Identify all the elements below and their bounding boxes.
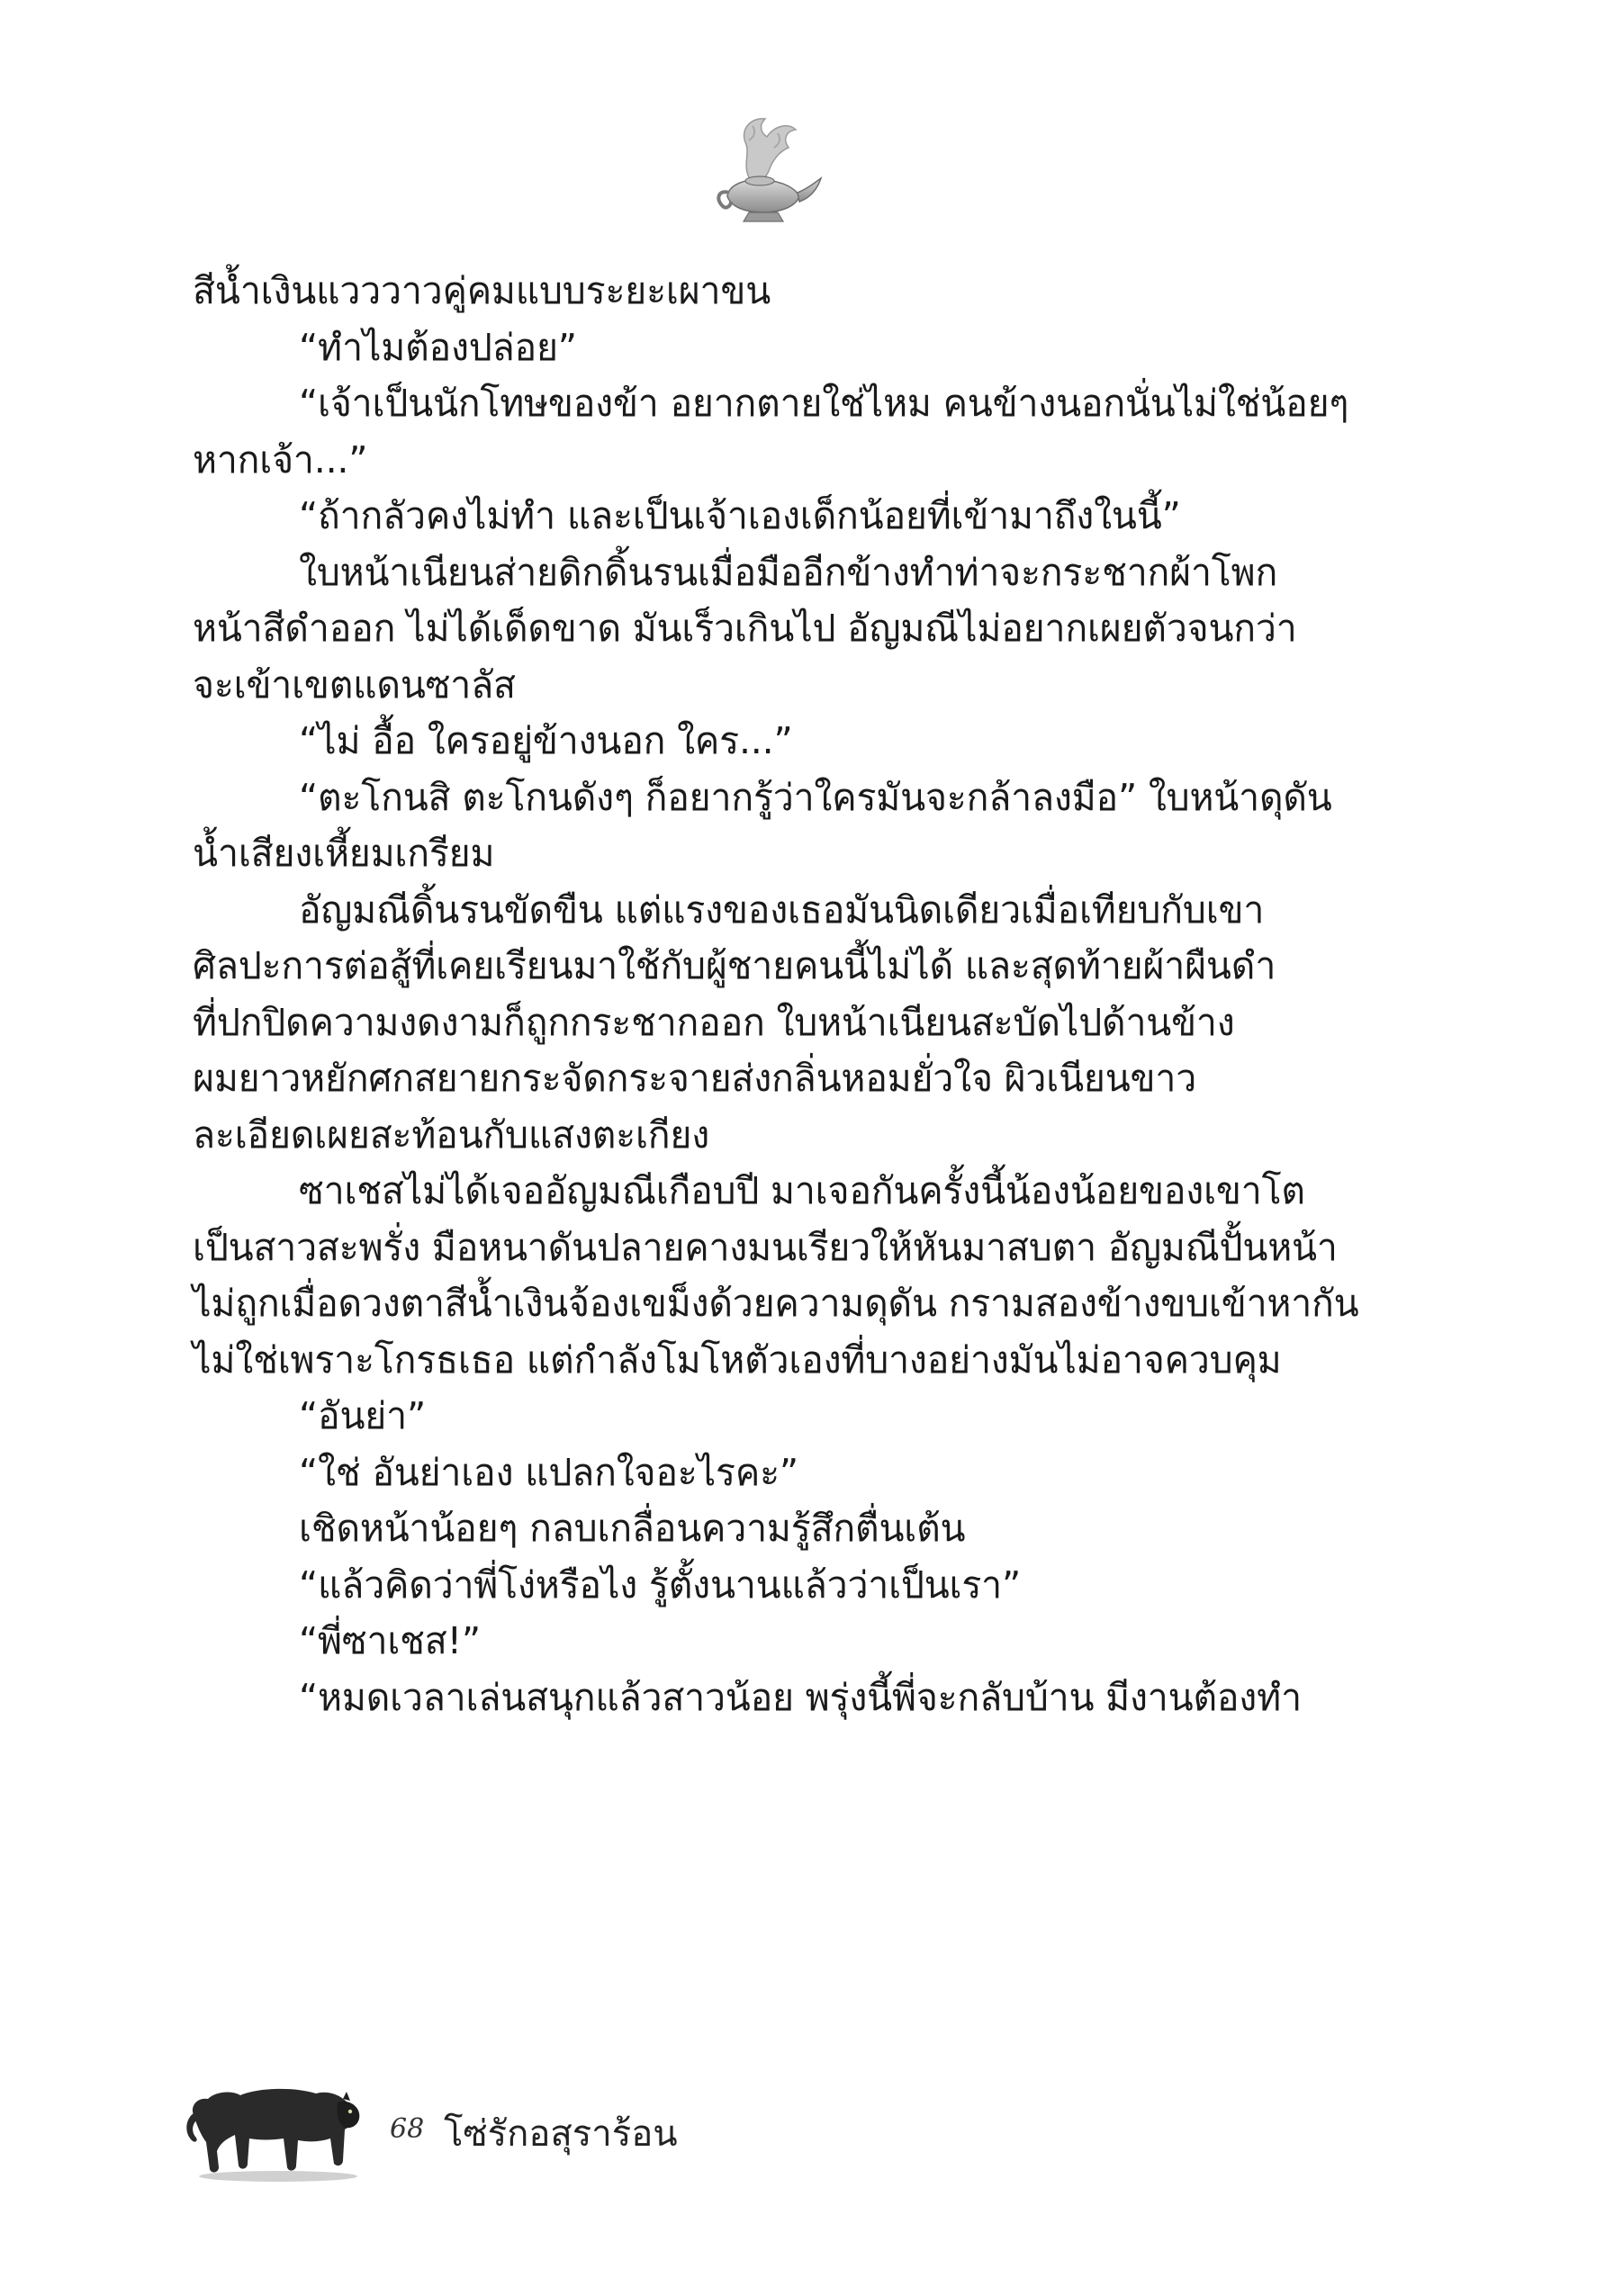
- text-line: หน้าสีดำออก ไม่ได้เด็ดขาด มันเร็วเกินไป อัญมณีไม่อยากเผยตัวจนกว่า: [193, 607, 1297, 650]
- text-line: “เจ้าเป็นนักโทษของข้า อยากตายใช่ไหม คนข้างนอกนั่นไม่ใช่น้อยๆ: [299, 382, 1349, 425]
- text-line: เชิดหน้าน้อยๆ กลบเกลื่อนความรู้สึกตื่นเต้น: [299, 1507, 966, 1550]
- text-line: ไม่ใช่เพราะโกรธเธอ แต่กำลังโมโหตัวเองที่บางอย่างมันไม่อาจควบคุม: [193, 1337, 1282, 1382]
- book-title: โซ่รักอสุราร้อน: [444, 2113, 678, 2155]
- page-footer: [185, 2052, 995, 2196]
- text-line: “ถ้ากลัวคงไม่ทำ และเป็นเจ้าเองเด็กน้อยที่เข้ามาถึงในนี้”: [299, 494, 1181, 537]
- text-line: ที่ปกปิดความงดงามก็ถูกกระชากออก ใบหน้าเนียนสะบัดไปด้านข้าง: [193, 1000, 1235, 1044]
- text-line: สีน้ำเงินแวววาวคู่คมแบบระยะเผาขน: [193, 269, 771, 312]
- text-line: “ตะโกนสิ ตะโกนดังๆ ก็อยากรู้ว่าใครมันจะกล้าลงมือ” ใบหน้าดุดัน: [299, 775, 1332, 819]
- text-line: “ไม่ อื้อ ใครอยู่ข้างนอก ใคร...”: [299, 719, 793, 762]
- text-line: น้ำเสียงเหี้ยมเกรียม: [193, 832, 495, 875]
- text-line: “แล้วคิดว่าพี่โง่หรือไง รู้ตั้งนานแล้วว่าเป็นเรา”: [299, 1562, 1022, 1607]
- body-text: [193, 263, 1359, 1725]
- text-line: ใบหน้าเนียนส่ายดิกดิ้นรนเมื่อมืออีกข้างทำท่าจะกระชากผ้าโพก: [299, 550, 1278, 594]
- panther-icon: [185, 2052, 365, 2187]
- genie-lamp-icon: [702, 106, 828, 232]
- page-number: 68: [390, 2113, 425, 2145]
- text-line: ศิลปะการต่อสู้ที่เคยเรียนมาใช้กับผู้ชายคนนี้ไม่ได้ และสุดท้ายผ้าผืนดำ: [193, 944, 1276, 987]
- text-line: ซาเชสไม่ได้เจออัญมณีเกือบปี มาเจอกันครั้งนี้น้องน้อยของเขาโต: [299, 1169, 1305, 1212]
- text-line: ละเอียดเผยสะท้อนกับแสงตะเกียง: [193, 1112, 710, 1157]
- text-line: อัญมณีดิ้นรนขัดขืน แต่แรงของเธอมันนิดเดียวเมื่อเทียบกับเขา: [299, 887, 1265, 932]
- text-line: “อันย่า”: [299, 1394, 426, 1437]
- text-line: จะเข้าเขตแดนซาลัส: [193, 662, 516, 707]
- text-line: “ใช่ อันย่าเอง แปลกใจอะไรคะ”: [299, 1450, 798, 1494]
- text-line: ผมยาวหยักศกสยายกระจัดกระจายส่งกลิ่นหอมยั่วใจ ผิวเนียนขาว: [193, 1057, 1197, 1100]
- text-line: เป็นสาวสะพรั่ง มือหนาดันปลายคางมนเรียวให้หันมาสบตา อัญมณีปั้นหน้า: [193, 1225, 1338, 1269]
- text-line: ไม่ถูกเมื่อดวงตาสีน้ำเงินจ้องเขม็งด้วยความดุดัน กรามสองข้างขบเข้าหากัน: [193, 1282, 1359, 1325]
- text-line: “หมดเวลาเล่นสนุกแล้วสาวน้อย พรุ่งนี้พี่จะกลับบ้าน มีงานต้องทำ: [299, 1675, 1302, 1719]
- text-line: “ทำไมต้องปล่อย”: [299, 325, 577, 369]
- text-line: “พี่ซาเชส!”: [299, 1619, 481, 1662]
- text-line: หากเจ้า...”: [193, 437, 368, 482]
